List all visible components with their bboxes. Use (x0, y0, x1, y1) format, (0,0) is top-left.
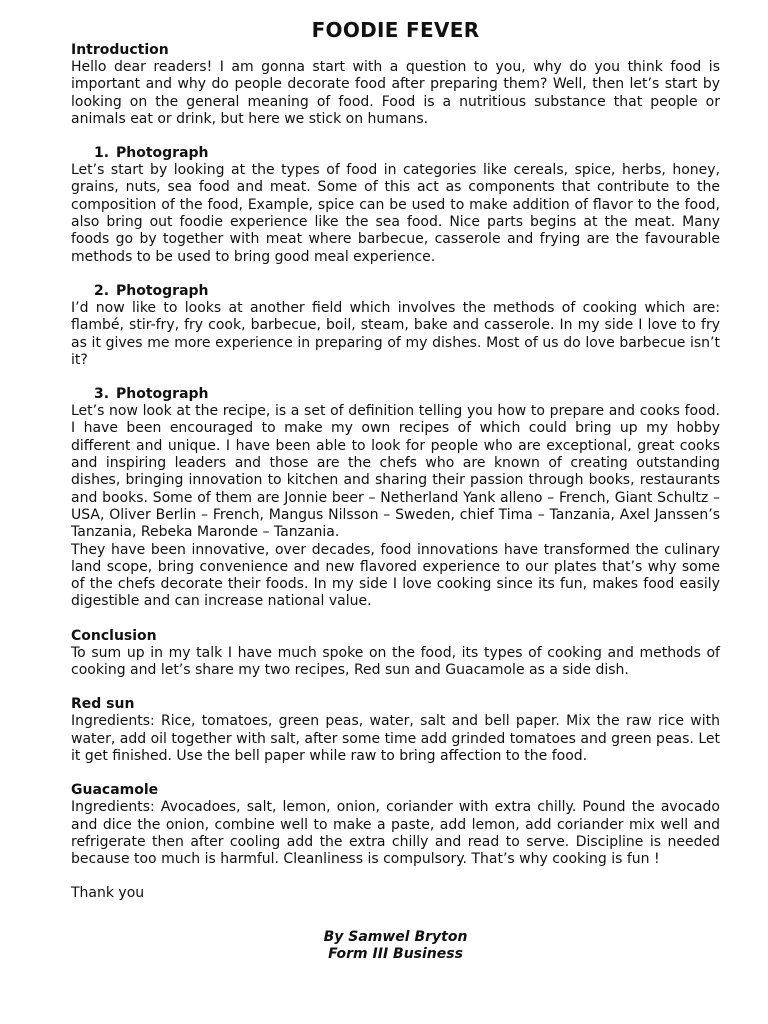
conclusion-paragraph: To sum up in my talk I have much spoke on the food, its types of cooking and methods of cooking and let’s share my two recipes, Red sun and Guacamole as a side dish. (71, 644, 720, 679)
photograph-2-title: Photograph (116, 282, 209, 299)
photograph-3-number: 3. (94, 386, 110, 403)
conclusion-heading: Conclusion (71, 627, 157, 644)
recipe-guacamole-section (71, 782, 720, 868)
closing-section (71, 885, 720, 902)
photograph-1-heading (71, 145, 720, 162)
photograph-3-paragraph-2: They have been innovative, over decades, food innovations have transformed the culinary land scope, bring convenience and new flavored experience to our plates that’s why some of the chefs decorate their foods. In my side I love cooking since its fun, makes food easily digestible and can increase national value. (71, 541, 720, 610)
photograph-1-section (71, 145, 720, 266)
document-title: FOODIE FEVER (311, 18, 480, 42)
photograph-2-number: 2. (94, 282, 110, 299)
photograph-3-heading (71, 386, 720, 403)
conclusion-section (71, 628, 720, 680)
closing-text: Thank you (71, 885, 145, 902)
introduction-heading: Introduction (71, 42, 169, 58)
introduction-paragraph: Hello dear readers! I am gonna start with a question to you, why do you think food is important and why do people decorate food after preparing them? Well, then let’s start by looking on the general meaning of food. Food is a nutritious substance that people or animals eat or drink, but here we stick on humans. (71, 59, 720, 127)
photograph-1-paragraph: Let’s start by looking at the types of food in categories like cereals, spice, herbs, honey, grains, nuts, sea food and meat. Some of this act as components that contribute to the composition of the food, Example, spice can be used to make addition of flavor to the food, also bring out foodie experience like the sea food. Nice parts begins at the meat. Many foods go by together with meat where barbecue, casserole and frying are the favourable methods to be used to bring good meal experience. (71, 162, 720, 265)
photograph-3-paragraph-1: Let’s now look at the recipe, is a set of definition telling you how to prepare and cooks food. I have been encouraged to make my own recipes of which could bring up my hobby different and unique. I have been able to look for people who are exceptional, great cooks and inspiring leaders and those are the chefs who are known of creating outstanding dishes, bringing innovation to kitchen and sharing their passion through books, restaurants and books. Some of them are Jonnie beer – Netherland Yank alleno – French, Giant Schultz – USA, Oliver Berlin – French, Mangus Nilsson – Sweden, chief Tima – Tanzania, Axel Janssen’s Tanzania, Rebeka Maronde – Tanzania. (71, 403, 720, 541)
photograph-2-section (71, 283, 720, 369)
recipe-red-sun-heading: Red sun (71, 696, 135, 713)
photograph-3-section (71, 386, 720, 611)
author-line: By Samwel Bryton (323, 928, 468, 945)
photograph-2-paragraph: I’d now like to looks at another field which involves the methods of cooking which are: flambé, stir-fry, fry cook, barbecue, boil, steam, bake and casserole. In my side I love to fry as it gives me more experience in preparing of my dishes. Most of us do love barbecue isn’t it? (71, 299, 720, 368)
recipe-red-sun-section (71, 696, 720, 765)
photograph-1-number: 1. (94, 145, 110, 162)
recipe-guacamole-heading: Guacamole (71, 782, 159, 799)
recipe-red-sun-paragraph: Ingredients: Rice, tomatoes, green peas, water, salt and bell paper. Mix the raw rice with water, add oil together with salt, after some time add grinded tomatoes and green peas. Let it get finished. Use the bell paper while raw to bring affection to the food. (71, 713, 720, 764)
photograph-2-heading (71, 283, 720, 300)
class-line: Form III Business (328, 946, 463, 963)
author-signature (71, 929, 720, 964)
recipe-guacamole-paragraph: Ingredients: Avocadoes, salt, lemon, onion, coriander with extra chilly. Pound the avocado and dice the onion, combine well to make a paste, add lemon, add coriander mix well and refrigerate then after cooling add the extra chilly and read to serve. Discipline is needed because too much is harmful. Cleanliness is compulsory. That’s why cooking is fun ! (71, 799, 720, 868)
photograph-1-title: Photograph (116, 145, 209, 162)
photograph-3-title: Photograph (116, 386, 209, 403)
introduction-section (71, 42, 720, 128)
